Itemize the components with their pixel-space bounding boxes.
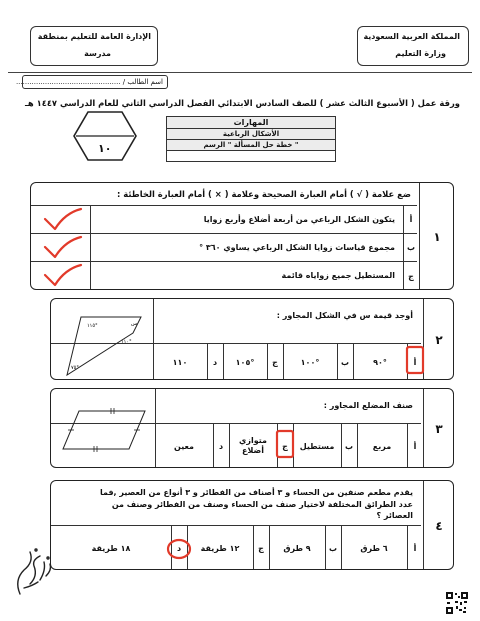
q1-item-text: مجموع قياسات زوايا الشكل الرباعي يساوي ٣٦٠ ° (199, 243, 395, 252)
header-right-box (357, 26, 469, 66)
option-letter: أ (413, 441, 417, 451)
skills-table (166, 116, 336, 162)
check-mark-icon (41, 235, 83, 261)
kingdom-label: المملكة العربية السعودية (363, 32, 460, 41)
option-letter: ب (340, 357, 350, 367)
q1-item-text: يتكون الشكل الرباعي من أربعة أضلاع وأربع زوايا (203, 215, 395, 224)
option-letter: ب (328, 543, 338, 553)
school-label: مدرسة (84, 49, 111, 58)
skills-header: المهارات (167, 117, 335, 129)
header-left-box (30, 26, 158, 66)
option-letter: أ (413, 357, 417, 367)
option-letter: د (176, 543, 182, 553)
option-value[interactable]: معين (174, 441, 194, 451)
angle-label: ٧٥° (71, 365, 79, 371)
option-letter: ب (344, 441, 354, 451)
student-name-field[interactable] (15, 75, 168, 89)
option-value[interactable]: ٩٠° (373, 357, 387, 367)
check-mark-icon (41, 207, 83, 233)
question-1-instruction: ضع علامة ( √ ) أمام العبارة الصحيحة وعلامة ( × ) أمام العبارة الخاطئة : (117, 189, 411, 199)
question-2 (50, 298, 454, 380)
item-letter: ج (408, 271, 414, 281)
option-value[interactable]: ٦ طرق (360, 543, 388, 553)
ministry-label: وزارة التعليم (395, 49, 446, 58)
question-number: ١ (433, 230, 441, 244)
question-4-prompt: يقدم مطعم صنفين من الحساء و ٣ أصناف من الفطائر و ٣ أنواع من العصير ,فما عدد الطرائق المختلفة لاختيار صنف من الحساء وصنف من الفطائر وصنف من العصائر ؟ (99, 488, 413, 521)
option-value[interactable]: ١٠٥° (235, 357, 255, 367)
check-mark-icon (41, 263, 83, 289)
question-number: ٣ (435, 422, 443, 436)
option-letter: أ (413, 543, 417, 553)
parallelogram-figure (57, 397, 153, 461)
option-letter: ج (258, 543, 264, 553)
question-4 (50, 480, 454, 570)
question-number: ٤ (435, 519, 443, 533)
option-letter: د (218, 441, 224, 451)
question-number: ٢ (435, 333, 443, 347)
option-value[interactable]: ٩ طرق (283, 543, 311, 553)
question-2-prompt: أوجد قيمة س في الشكل المجاور : (276, 311, 413, 320)
angle-label: س (131, 321, 138, 327)
grade-value: ١٠ (98, 142, 112, 155)
question-3-prompt: صنف المضلع المجاور : (323, 401, 413, 410)
option-letter: ج (282, 441, 288, 451)
selection-square-icon (275, 429, 295, 459)
option-value[interactable]: ١١٠ (172, 357, 188, 367)
option-value[interactable]: متوازي أضلاع (239, 435, 267, 455)
option-value[interactable]: مستطيل (299, 441, 335, 451)
qr-code-icon (446, 592, 468, 614)
selection-square-icon (405, 345, 425, 375)
option-value[interactable]: ١٨ طريقة (91, 543, 131, 553)
angle-label: ١١٠° (121, 339, 132, 345)
question-1 (30, 182, 454, 290)
option-value[interactable]: مربع (372, 441, 392, 451)
item-letter: ب (406, 242, 416, 252)
question-3 (50, 388, 454, 468)
directorate-label: الإدارة العامة للتعليم بمنطقة (37, 32, 151, 41)
angle-label: ١١٥° (87, 323, 98, 329)
worksheet-title: ورقة عمل ( الأسبوع الثالث عشر ) للصف السادس الابتدائي الفصل الدراسي الثاني للعام الدراسي ١٤٤٧ هـ (25, 98, 460, 108)
q1-item-text: المستطيل جميع زواياه قائمة (281, 271, 395, 280)
signature-logo (10, 540, 58, 600)
option-value[interactable]: ١٠٠° (300, 357, 320, 367)
selection-circle-icon (165, 537, 193, 561)
header-divider (8, 72, 472, 73)
skill-row: خطة حل المسألة " الرسم " (167, 140, 335, 151)
item-letter: أ (409, 214, 413, 224)
quadrilateral-figure (57, 303, 147, 381)
option-value[interactable]: ١٢ طريقة (200, 543, 240, 553)
option-letter: ج (272, 357, 278, 367)
student-name-label: اسم الطالب / ............................................... (15, 78, 163, 86)
option-letter: د (212, 357, 218, 367)
skill-row: الأشكال الرباعية (167, 129, 335, 140)
